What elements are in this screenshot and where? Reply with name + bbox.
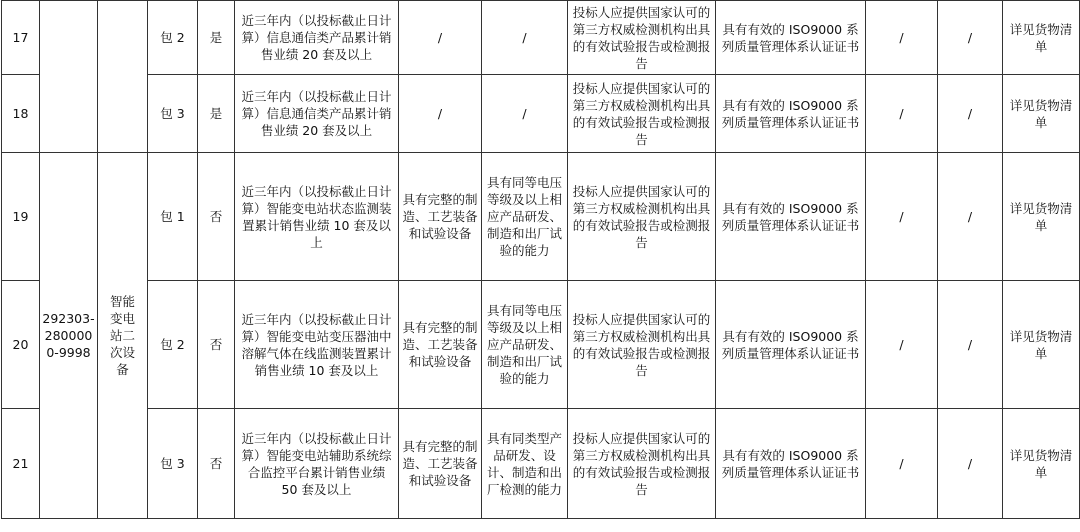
certificate-cell: 具有有效的 ISO9000 系列质量管理体系认证证书 (716, 1, 866, 75)
slash-cell: / (938, 281, 1003, 409)
slash-cell: / (938, 75, 1003, 153)
package-cell: 包 2 (148, 281, 198, 409)
equipment-cell: / (399, 1, 482, 75)
package-cell: 包 3 (148, 75, 198, 153)
required-cell: 否 (198, 281, 235, 409)
slash-cell: / (866, 409, 938, 519)
certificate-cell: 具有有效的 ISO9000 系列质量管理体系认证证书 (716, 153, 866, 281)
performance-cell: 近三年内（以投标截止日计算）智能变电站状态监测装置累计销售业绩 10 套及以上 (235, 153, 399, 281)
performance-cell: 近三年内（以投标截止日计算）智能变电站变压器油中溶解气体在线监测装置累计销售业绩 10 套及以上 (235, 281, 399, 409)
equipment-cell: / (399, 75, 482, 153)
slash-cell: / (938, 409, 1003, 519)
required-cell: 否 (198, 409, 235, 519)
remark-cell: 详见货物清单 (1003, 1, 1080, 75)
equipment-cell: 具有完整的制造、工艺装备和试验设备 (399, 409, 482, 519)
slash-cell: / (866, 1, 938, 75)
required-cell: 否 (198, 153, 235, 281)
row-number: 21 (2, 409, 40, 519)
remark-cell: 详见货物清单 (1003, 281, 1080, 409)
performance-cell: 近三年内（以投标截止日计算）信息通信类产品累计销售业绩 20 套及以上 (235, 1, 399, 75)
capability-cell: / (482, 75, 568, 153)
test-report-cell: 投标人应提供国家认可的第三方权威检测机构出具的有效试验报告或检测报告 (568, 281, 716, 409)
slash-cell: / (938, 1, 1003, 75)
remark-cell: 详见货物清单 (1003, 153, 1080, 281)
remark-cell: 详见货物清单 (1003, 75, 1080, 153)
slash-cell: / (866, 281, 938, 409)
certificate-cell: 具有有效的 ISO9000 系列质量管理体系认证证书 (716, 281, 866, 409)
equipment-cell: 具有完整的制造、工艺装备和试验设备 (399, 153, 482, 281)
row-number: 18 (2, 75, 40, 153)
material-code-cell: 292303-2800000-9998 (40, 153, 98, 519)
package-cell: 包 3 (148, 409, 198, 519)
package-cell: 包 2 (148, 1, 198, 75)
test-report-cell: 投标人应提供国家认可的第三方权威检测机构出具的有效试验报告或检测报告 (568, 75, 716, 153)
certificate-cell: 具有有效的 ISO9000 系列质量管理体系认证证书 (716, 409, 866, 519)
capability-cell: 具有同等电压等级及以上相应产品研发、制造和出厂试验的能力 (482, 281, 568, 409)
empty-name-cell (98, 1, 148, 153)
row-number: 17 (2, 1, 40, 75)
requirements-table (1, 0, 1080, 519)
required-cell: 是 (198, 75, 235, 153)
performance-cell: 近三年内（以投标截止日计算）信息通信类产品累计销售业绩 20 套及以上 (235, 75, 399, 153)
row-number: 19 (2, 153, 40, 281)
test-report-cell: 投标人应提供国家认可的第三方权威检测机构出具的有效试验报告或检测报告 (568, 153, 716, 281)
equipment-cell: 具有完整的制造、工艺装备和试验设备 (399, 281, 482, 409)
required-cell: 是 (198, 1, 235, 75)
row-number: 20 (2, 281, 40, 409)
material-name-cell: 智能变电站二次设备 (98, 153, 148, 519)
table-row (2, 153, 1080, 281)
remark-cell: 详见货物清单 (1003, 409, 1080, 519)
table-row (2, 281, 1080, 409)
performance-cell: 近三年内（以投标截止日计算）智能变电站辅助系统综合监控平台累计销售业绩 50 套及以上 (235, 409, 399, 519)
test-report-cell: 投标人应提供国家认可的第三方权威检测机构出具的有效试验报告或检测报告 (568, 409, 716, 519)
slash-cell: / (938, 153, 1003, 281)
certificate-cell: 具有有效的 ISO9000 系列质量管理体系认证证书 (716, 75, 866, 153)
capability-cell: 具有同等电压等级及以上相应产品研发、制造和出厂试验的能力 (482, 153, 568, 281)
table-row (2, 409, 1080, 519)
table-row (2, 1, 1080, 75)
capability-cell: 具有同类型产品研发、设计、制造和出厂检测的能力 (482, 409, 568, 519)
slash-cell: / (866, 75, 938, 153)
empty-code-cell (40, 1, 98, 153)
table-row (2, 75, 1080, 153)
package-cell: 包 1 (148, 153, 198, 281)
test-report-cell: 投标人应提供国家认可的第三方权威检测机构出具的有效试验报告或检测报告 (568, 1, 716, 75)
slash-cell: / (866, 153, 938, 281)
capability-cell: / (482, 1, 568, 75)
